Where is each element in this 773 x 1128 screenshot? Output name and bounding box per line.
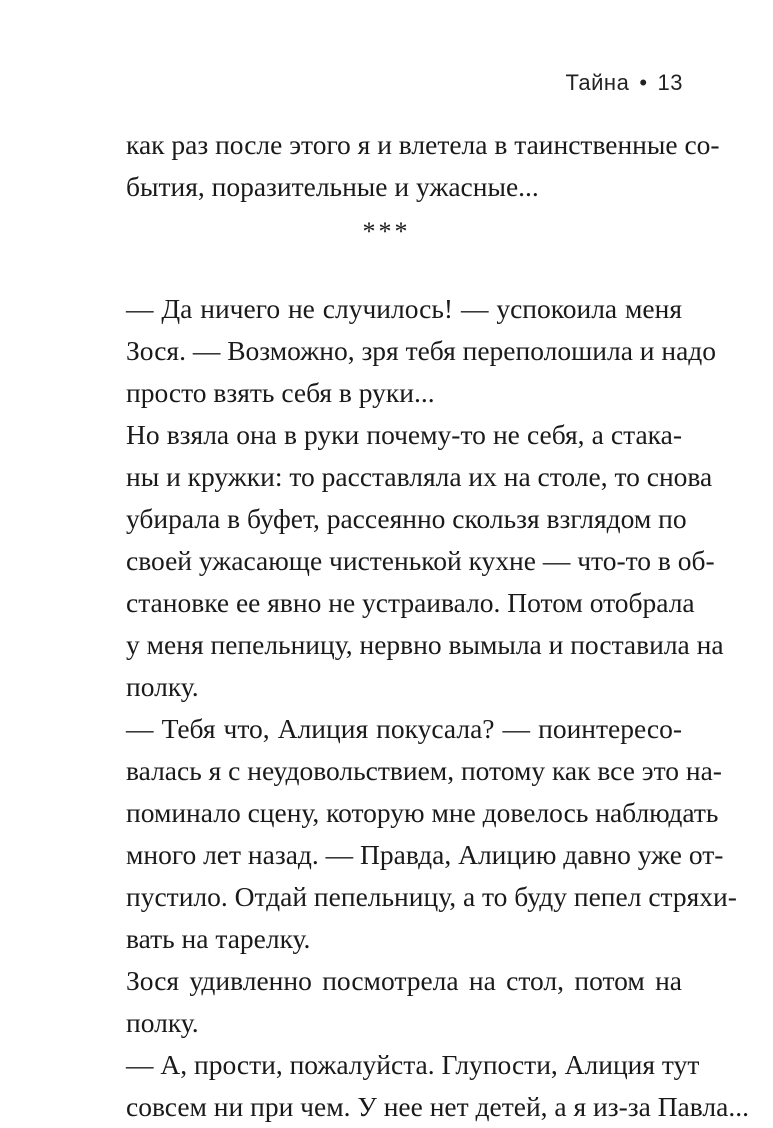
text-line: убирала в буфет, рассеянно скользя взглядом по: [126, 503, 687, 534]
text-line: поминало сцену, которую мне довелось наблюдать: [126, 797, 719, 828]
page-number: 13: [657, 70, 683, 95]
running-header: [565, 70, 683, 96]
text-line: Зося. — Возможно, зря тебя переполошила и надо: [126, 335, 717, 366]
running-header-title: Тайна: [565, 70, 630, 95]
text-line: — Да ничего не случилось! — успокоила меня: [126, 293, 682, 324]
text-line: пустило. Отдай пепельницу, а то буду пепел стряхи-: [126, 881, 737, 912]
text-line: много лет назад. — Правда, Алицию давно уже от-: [126, 839, 724, 870]
text-line: — А, прости, пожалуйста. Глупости, Алиция тут: [126, 1049, 700, 1080]
text-line: Зося удивленно посмотрела на стол, потом на: [126, 965, 682, 996]
text-line: как раз после этого я и влетела в таинственные со-: [126, 129, 720, 160]
section-break-asterism: ***: [362, 217, 411, 246]
paragraph: [126, 414, 724, 708]
paragraph: [126, 960, 682, 1044]
text-line: совсем ни при чем. У нее нет детей, а я из-за Павла...: [126, 1091, 749, 1122]
main-text: [126, 288, 749, 1128]
text-line: у меня пепельницу, нервно вымыла и поставила на: [126, 629, 724, 660]
paragraph: [126, 1044, 749, 1128]
paragraph: [126, 124, 720, 208]
running-header-separator: •: [639, 70, 648, 95]
text-line: полку.: [126, 1007, 199, 1038]
text-line: — Тебя что, Алиция покусала? — поинтересо-: [126, 713, 682, 744]
text-line: полку.: [126, 671, 199, 702]
text-line: вать на тарелку.: [126, 923, 311, 954]
paragraph: [126, 708, 737, 960]
text-line: бытия, поразительные и ужасные...: [126, 171, 539, 202]
text-line: своей ужасающе чистенькой кухне — что-то в об-: [126, 545, 715, 576]
text-line: Но взяла она в руки почему-то не себя, а стака-: [126, 419, 682, 450]
text-line: становке ее явно не устраивало. Потом отобрала: [126, 587, 695, 618]
paragraph: [126, 288, 717, 414]
text-line: просто взять себя в руки...: [126, 377, 435, 408]
continuation-text: [126, 124, 720, 208]
text-line: валась я с неудовольствием, потому как все это на-: [126, 755, 722, 786]
text-line: ны и кружки: то расставляла их на столе, то снова: [126, 461, 713, 492]
